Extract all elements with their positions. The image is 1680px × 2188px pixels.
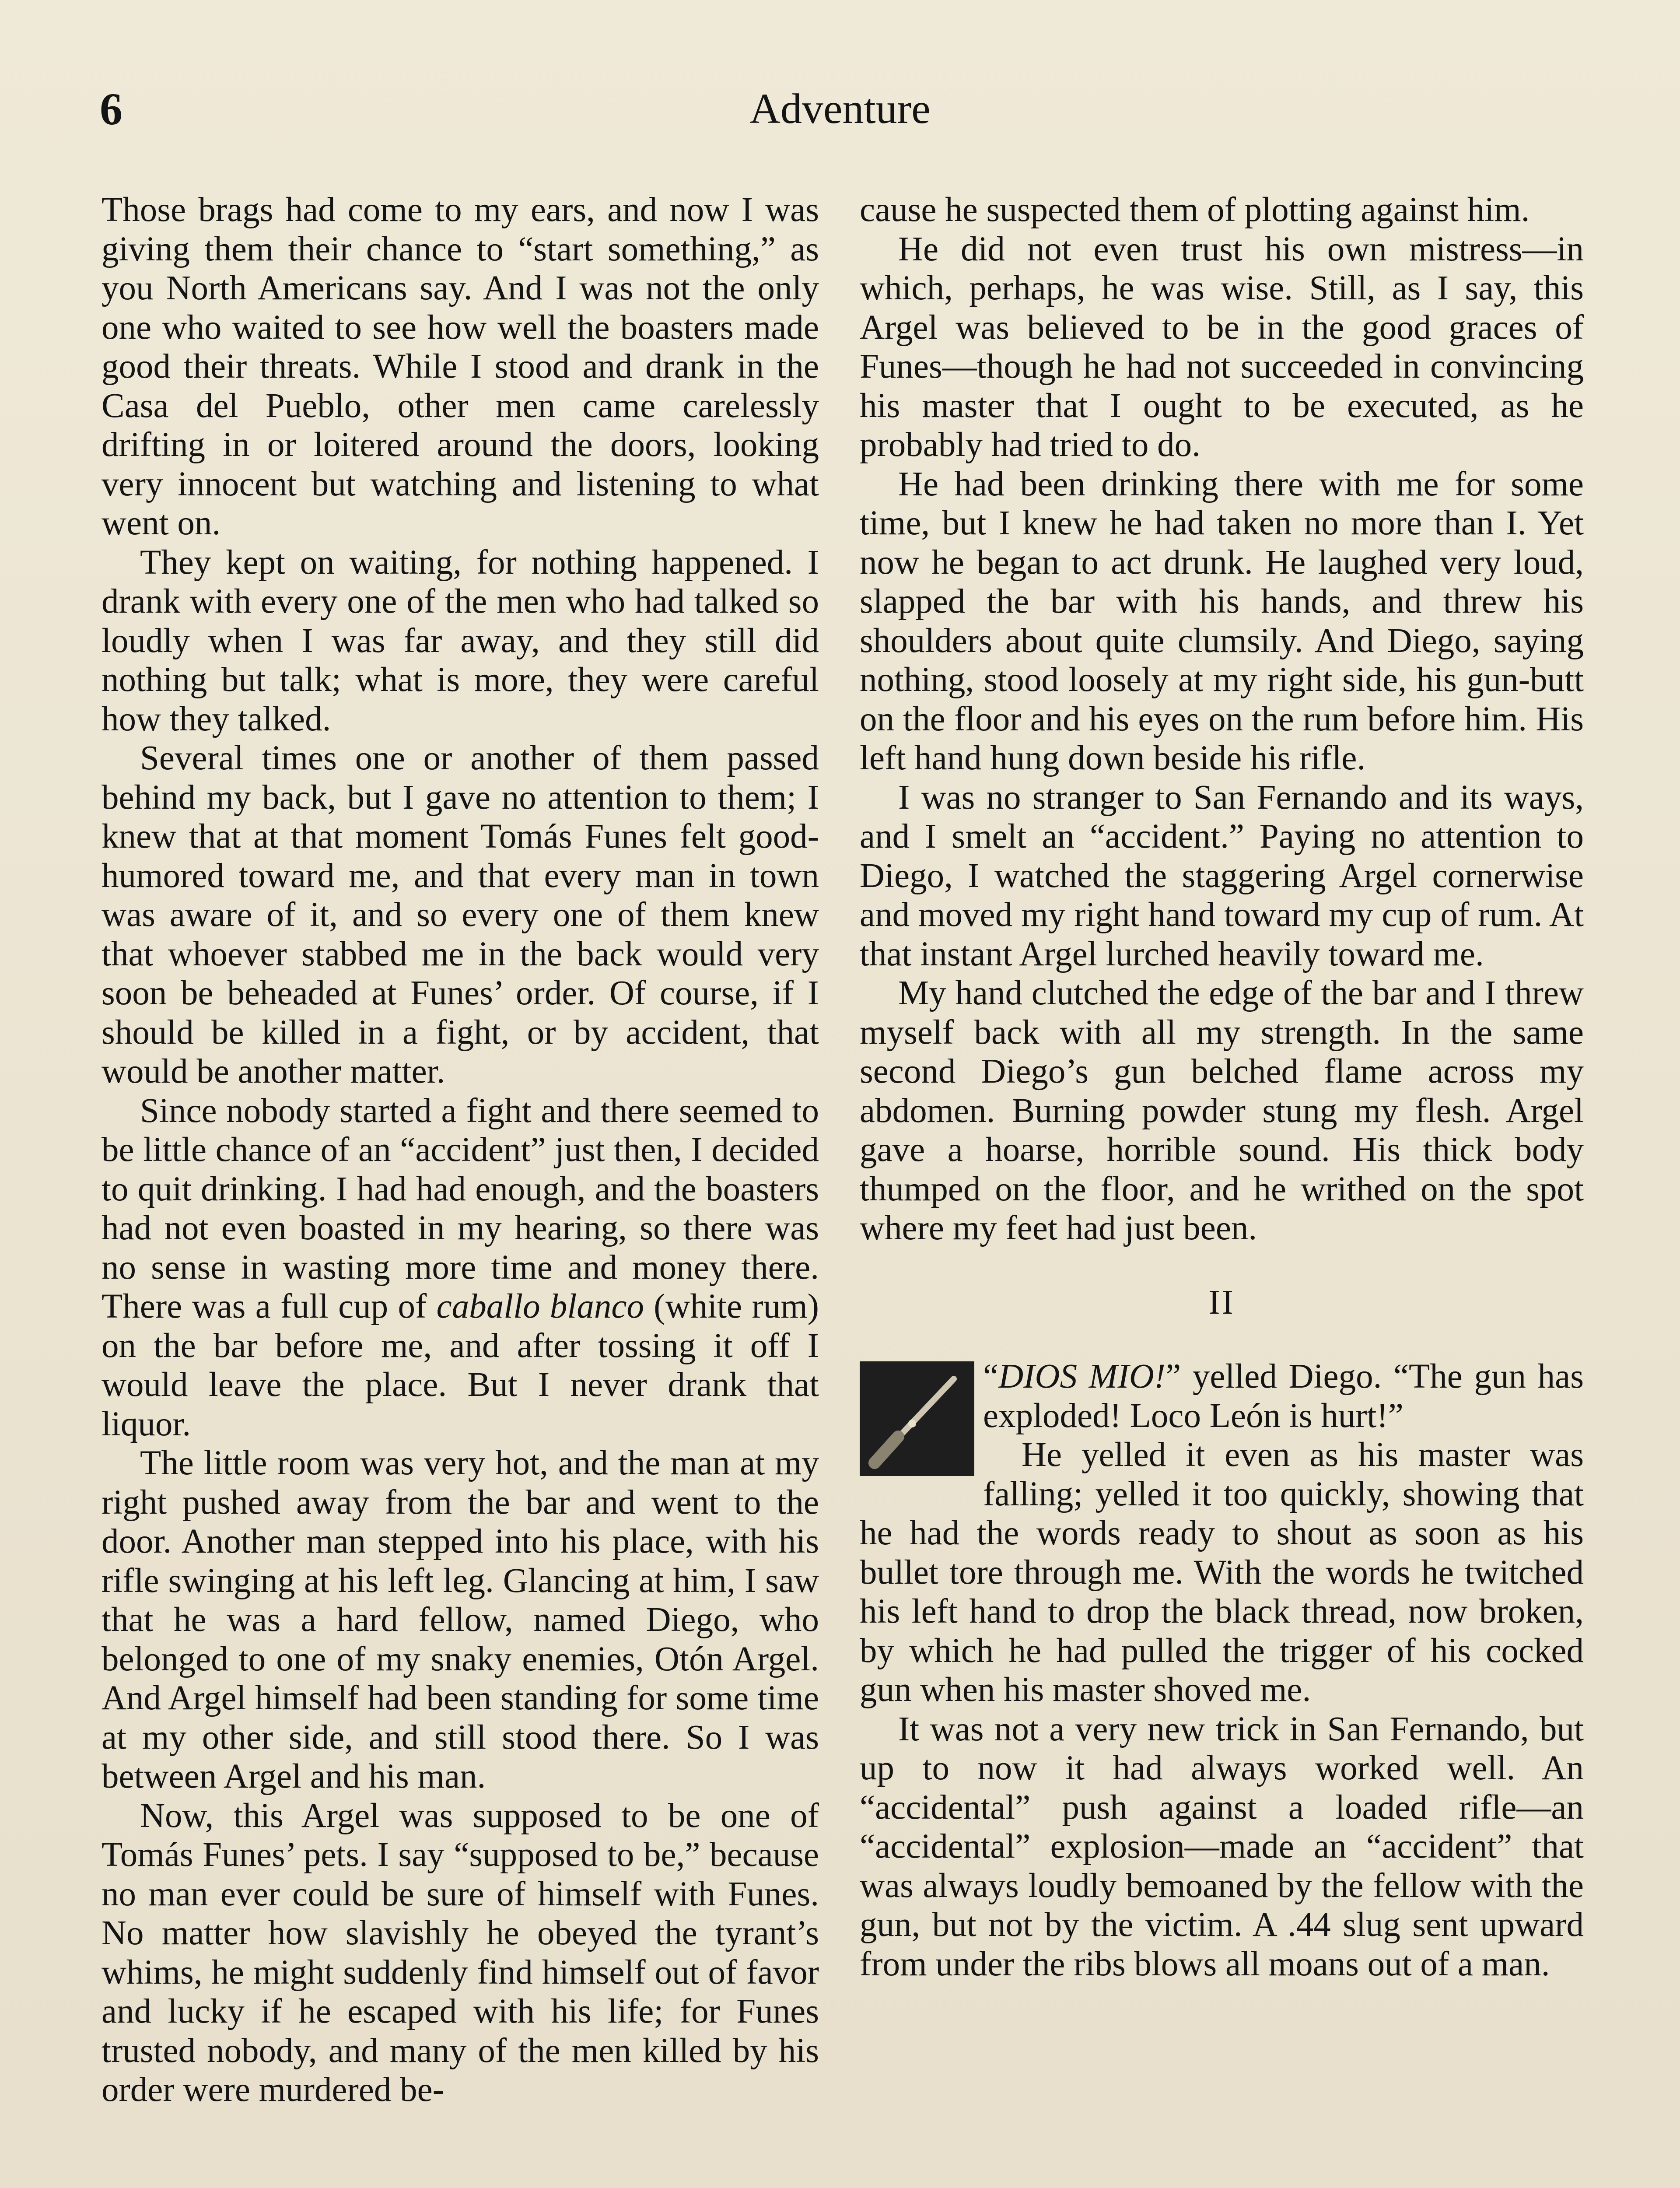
paragraph: He had been drinking there with me for some time, but I knew he had taken no more than I. Yet now he began to act drunk. He laughed very loud, slapped the bar with his hands, and threw his shoulders about quite clumsily. And Diego, saying nothing, stood loosely at my right side, his gun-butt on the floor and his eyes on the rum before him. His left hand hung down beside his rifle.	[860, 465, 1584, 777]
paragraph: My hand clutched the edge of the bar and I threw myself back with all my strength. In the same second Diego’s gun belched flame across my abdomen. Burning powder stung my flesh. Argel gave a hoarse, horrible sound. His thick body thumped on the floor, and he writhed on the spot where my feet had just been.	[860, 974, 1584, 1247]
paragraph	[102, 1091, 819, 1444]
dropcap-italic: DIOS MIO!	[998, 1357, 1166, 1396]
right-column	[860, 190, 1584, 1984]
paragraph: He yelled it even as his master was falling; yelled it too quickly, showing that he had the words ready to shout as soon as his bullet tore through me. With the words he twitched his left hand to drop the black thread, now broken, by which he had pulled the trigger of his cocked gun when his master shoved me.	[860, 1436, 1584, 1709]
section-heading: II	[1208, 1283, 1235, 1322]
left-column	[102, 190, 819, 2110]
paragraph: Now, this Argel was supposed to be one of Tomás Funes’ pets. I say “supposed to be,” because no man ever could be sure of himself with Funes. No matter how slavishly he obeyed the tyrant’s whims, he might suddenly find himself out of favor and lucky if he escaped with his life; for Funes trusted nobody, and many of the men killed by his order were murdered be-	[102, 1796, 819, 2109]
page-number: 6	[100, 84, 122, 134]
paragraph: They kept on waiting, for nothing happened. I drank with every one of the men who had talked so loudly when I was far away, and they still did nothing but talk; what is more, they were careful how they talked.	[102, 543, 819, 738]
dropcap-text: ” yelled Diego. “The gun has exploded! Loco León is hurt!”	[983, 1357, 1584, 1435]
paragraph: Those brags had come to my ears, and now I was giving them their chance to “start something,” as you North Americans say. And I was not the only one who waited to see how well the boasters made good their threats. While I stood and drank in the Casa del Pueblo, other men came carelessly drifting in or loitered around the doors, looking very innocent but watching and listening to what went on.	[102, 191, 819, 542]
paragraph: The little room was very hot, and the man at my right pushed away from the bar and went to the door. Another man stepped into his place, with his rifle swinging at his left leg. Glancing at him, I saw that he was a hard fellow, named Diego, who belonged to one of my snaky enemies, Otón Argel. And Argel himself had been standing for some time at my other side, and still stood there. So I was between Argel and his man.	[102, 1444, 819, 1795]
dropcap-paragraph	[860, 1357, 1584, 1435]
paragraph: It was not a very new trick in San Fernando, but up to now it had always worked well. An “accidental” push against a loaded rifle—an “accidental” explosion—made an “accident” that was always loudly bemoaned by the fellow with the gun, but not by the victim. A .44 slug sent upward from under the ribs blows all moans out of a man.	[860, 1710, 1584, 1983]
paragraph-text: (white rum) on the bar before me, and after tossing it off I would leave the place. But I never drank that liquor.	[102, 1287, 819, 1443]
paragraph: Several times one or another of them passed behind my back, but I gave no attention to them; I knew that at that moment Tomás Funes felt good-humored toward me, and that every man in town was aware of it, and so every one of them knew that whoever stabbed me in the back would very soon be beheaded at Funes’ order. Of course, if I should be killed in a fight, or by accident, that would be another matter.	[102, 739, 819, 1090]
dropcap-quote: “	[983, 1357, 999, 1396]
italic-phrase: caballo blanco	[436, 1287, 644, 1325]
running-head: Adventure	[749, 85, 931, 133]
paragraph-text: Since nobody started a fight and there seemed to be little chance of an “accident” just then, I decided to quit drinking. I had had enough, and the boasters had not even boasted in my hearing, so there was no sense in wasting more time and money there. There was a full cup of	[102, 1091, 819, 1325]
paragraph: He did not even trust his own mistress—in which, perhaps, he was wise. Still, as I say, this Argel was believed to be in the good graces of Funes—though he had not succeeded in convincing his master that I ought to be executed, as he probably had tried to do.	[860, 230, 1584, 464]
rifle-illustration-icon	[860, 1361, 974, 1476]
paragraph: I was no stranger to San Fernando and its ways, and I smelt an “accident.” Paying no attention to Diego, I watched the staggering Argel cornerwise and moved my right hand toward my cup of rum. At that instant Argel lurched heavily toward me.	[860, 778, 1584, 973]
paragraph: cause he suspected them of plotting against him.	[860, 191, 1530, 229]
